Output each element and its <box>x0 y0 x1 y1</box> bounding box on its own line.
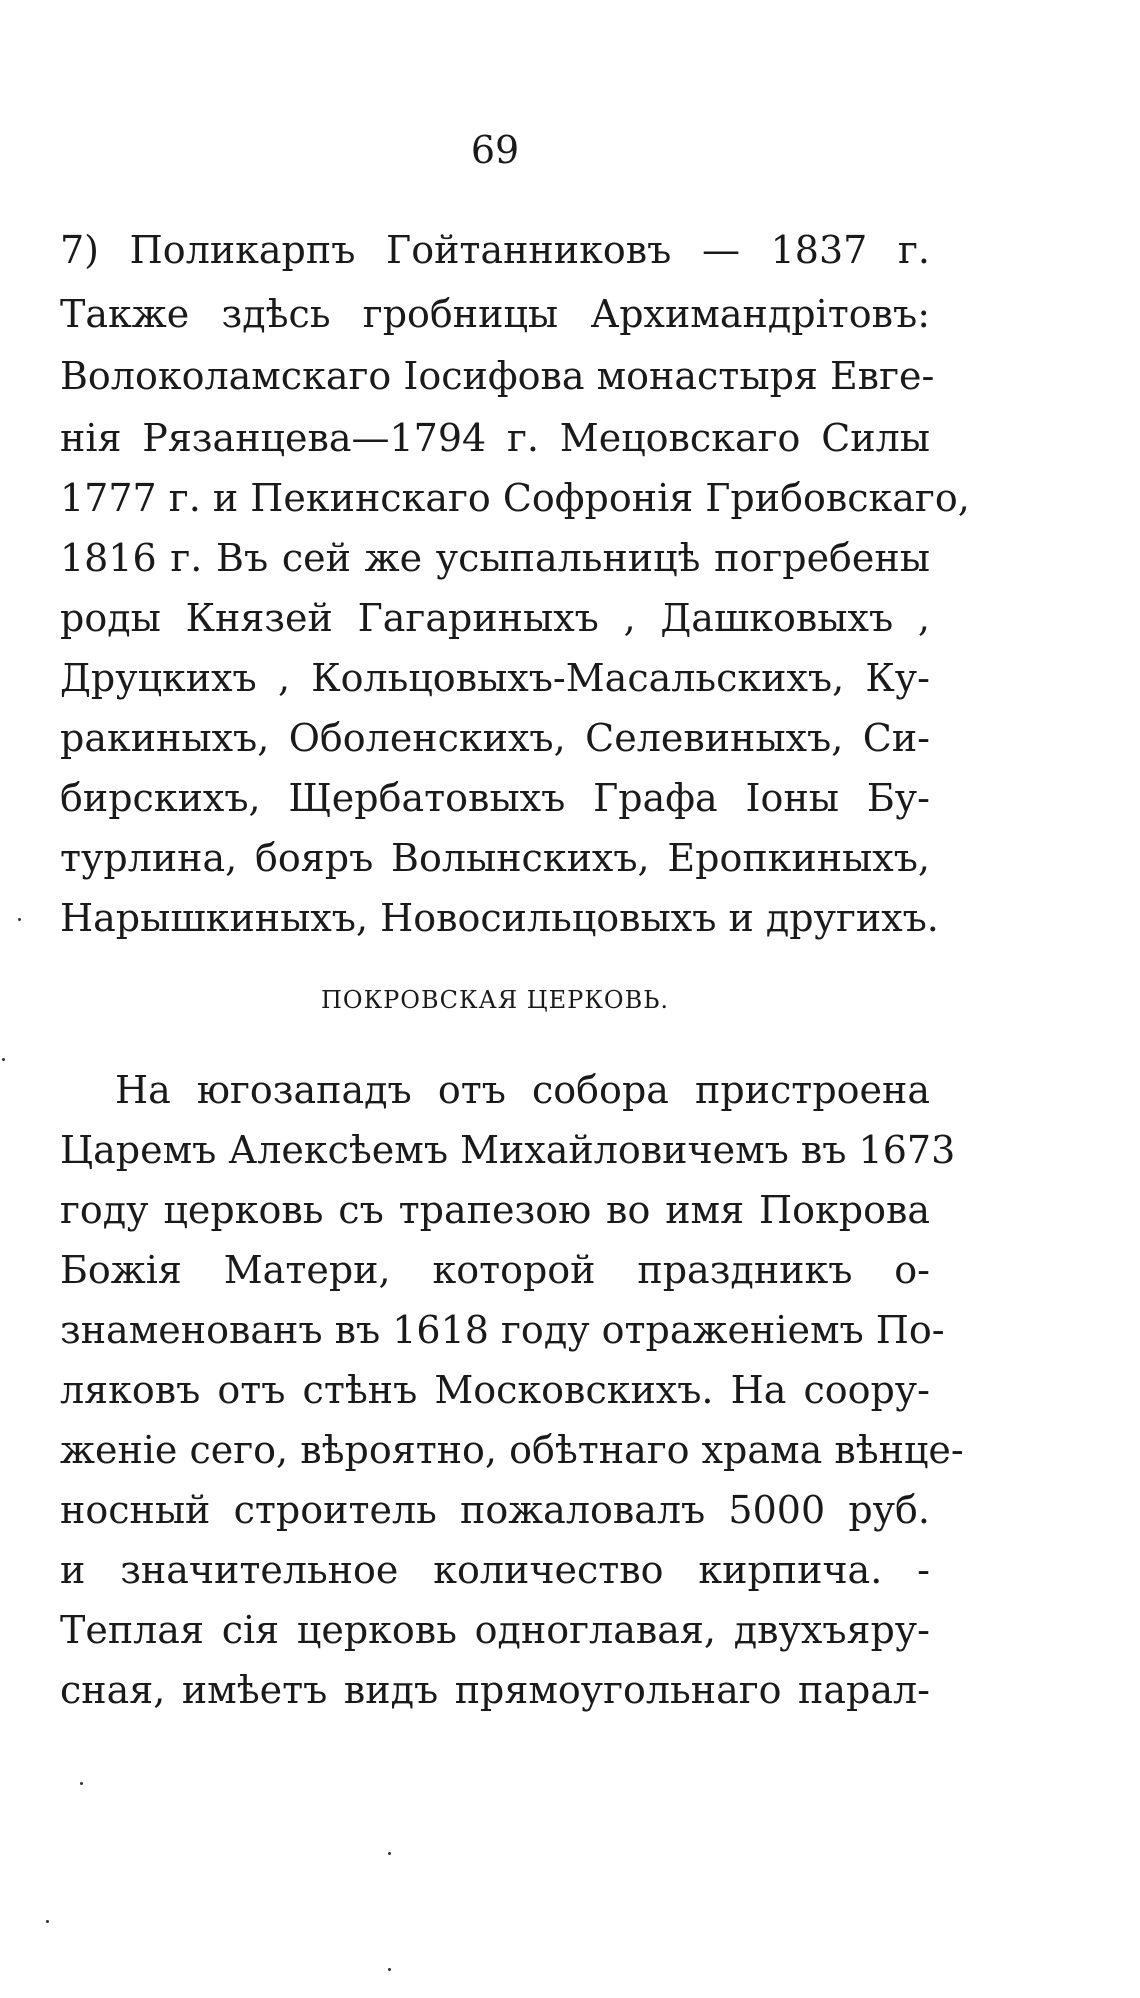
text-line: бирскихъ, Щербатовыхъ Графа Іоны Бу- <box>60 776 930 820</box>
text-line: ляковъ отъ стѣнъ Московскихъ. На соору- <box>60 1368 930 1412</box>
print-speck <box>388 1968 391 1971</box>
text-line: роды Князей Гагариныхъ , Дашковыхъ , <box>60 596 930 640</box>
text-line: Нарышкиныхъ, Новосильцовыхъ и другихъ. <box>60 896 939 940</box>
text-line: турлина, бояръ Волынскихъ, Еропкиныхъ, <box>60 836 930 880</box>
text-line: ракиныхъ, Оболенскихъ, Селевиныхъ, Си- <box>60 716 930 760</box>
text-line: Также здѣсь гробницы Архимандрітовъ: <box>60 292 930 336</box>
text-line: знаменованъ въ 1618 году отраженіемъ По- <box>60 1308 945 1352</box>
text-line: Божія Матери, которой праздникъ о- <box>60 1248 930 1292</box>
print-speck <box>80 1782 83 1785</box>
text-line: На югозападъ отъ собора пристроена <box>115 1068 930 1112</box>
text-line: Теплая сія церковь одноглавая, двухъяру- <box>60 1608 930 1652</box>
print-speck <box>18 918 21 921</box>
text-line: женіе сего, вѣроятно, обѣтнаго храма вѣнце- <box>60 1428 964 1472</box>
text-line: 1816 г. Въ сей же усыпальницѣ погребены <box>60 536 930 580</box>
print-speck <box>388 1852 391 1855</box>
text-line: носный строитель пожаловалъ 5000 руб. <box>60 1488 930 1532</box>
section-heading: ПОКРОВСКАЯ ЦЕРКОВЬ. <box>320 986 670 1014</box>
text-line: году церковь съ трапезою во имя Покрова <box>60 1188 930 1232</box>
text-line: 7) Поликарпъ Гойтанниковъ — 1837 г. <box>60 228 930 272</box>
print-speck <box>2 1058 5 1061</box>
text-line: сная, имѣетъ видъ прямоугольнаго парал- <box>60 1668 930 1712</box>
text-line: Волоколамскаго Іосифова монастыря Евге- <box>60 354 935 398</box>
page-number: 69 <box>470 128 520 172</box>
text-line: нія Рязанцева—1794 г. Мецовскаго Силы <box>60 416 930 460</box>
print-speck <box>46 1920 49 1923</box>
text-line: и значительное количество кирпича. - <box>60 1548 930 1592</box>
text-line: Друцкихъ , Кольцовыхъ-Масальскихъ, Ку- <box>60 656 930 700</box>
text-line: Царемъ Алексѣемъ Михайловичемъ въ 1673 <box>60 1128 956 1172</box>
text-line: 1777 г. и Пекинскаго Софронія Грибовскаго, <box>60 476 970 520</box>
